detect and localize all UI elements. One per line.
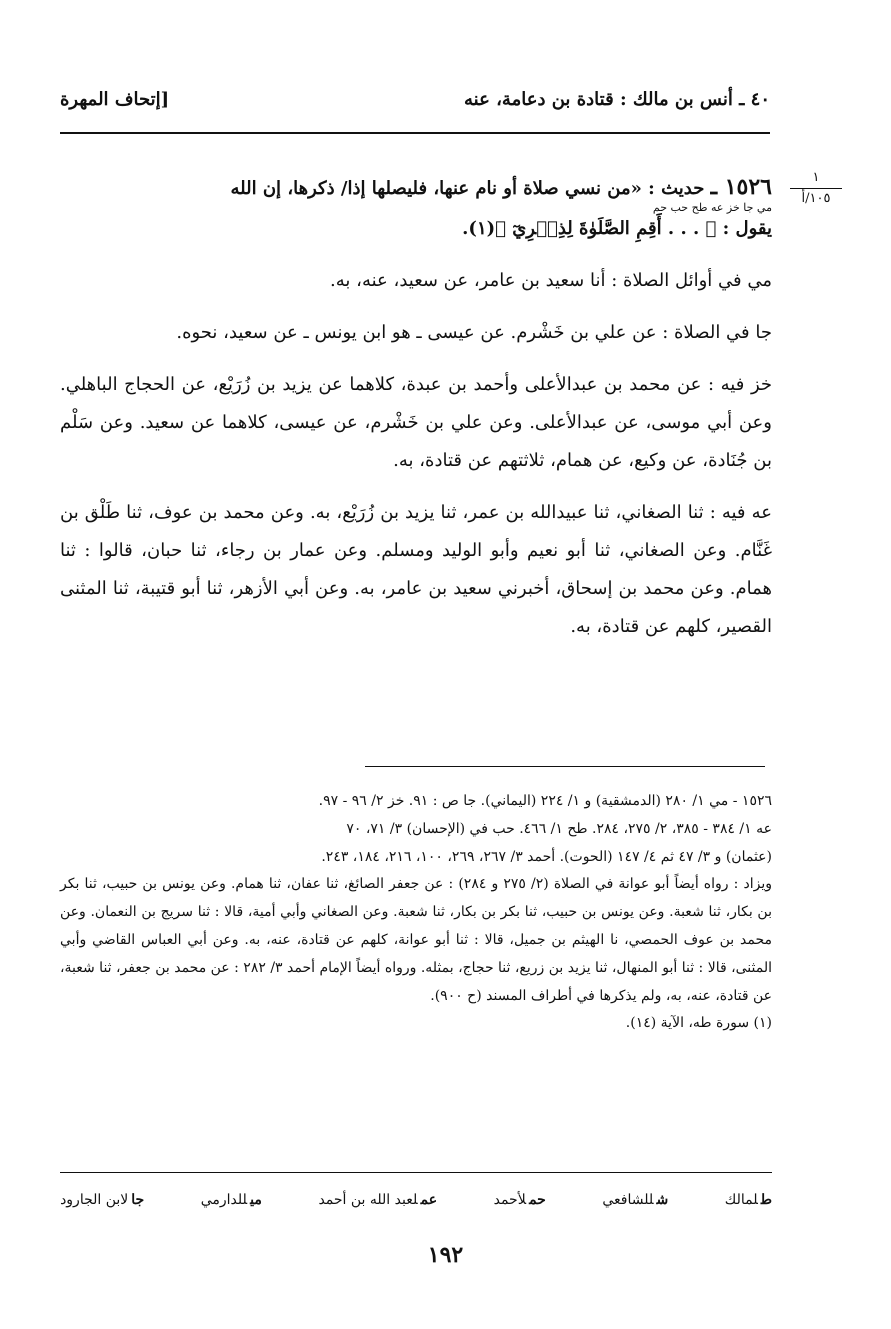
header-book-title: [إتحاف المهرة <box>60 88 170 110</box>
running-header <box>60 82 770 116</box>
hadith-entry <box>60 168 772 248</box>
header-chapter-title: ٤٠ ـ أنس بن مالك : قتادة بن دعامة، عنه <box>464 88 770 110</box>
margin-reference <box>790 170 842 207</box>
source-paragraph: عه فيه : ثنا الصغاني، ثنا عبيدالله بن عمر، ثنا يزيد بن زُرَيْع، به. وعن محمد بن عوف، ثنا طَلْق بن غَنَّام. وعن الصغاني، ثنا أبو نعيم وأبو الوليد ومسلم. وعن عمار بن رجاء، ثنا حبان، قالوا : ثنا همام. وعن محمد بن إسحاق، أخبرني سعيد بن عامر، به. وعن أبي الأزهر، ثنا أبو قتيبة، ثنا المثنى القصير، كلهم عن قتادة، به. <box>60 502 772 637</box>
footnote-line: (عثمان) و ٣/ ٤٧ ثم ٤/ ١٤٧ (الحوت). أحمد ٣/ ٢٦٧، ٢٦٩، ١٠٠، ٢١٦، ١٨٤، ٢٤٣. <box>321 848 772 865</box>
source-paragraph: مي في أوائل الصلاة : أنا سعيد بن عامر، عن سعيد، عنه، به. <box>330 270 772 291</box>
hadith-intro: حديث : «من نسي صلاة أو نام عنها، فليصلها إذا/ ذكرها، إن الله <box>230 178 705 199</box>
hadith-number: ١٥٢٦ ـ <box>710 174 772 200</box>
abbreviation-legend <box>60 1192 772 1208</box>
margin-ref-number: ١ <box>790 170 842 189</box>
footnote-line: عه ١/ ٣٨٤ - ٣٨٥، ٢/ ٢٧٥، ٢٨٤. طح ١/ ٤٦٦. حب في (الإحسان) ٣/ ٧١، ٧٠ <box>346 820 772 837</box>
margin-ref-folio: ١٠٥/أ <box>801 191 831 206</box>
legend-item: شللشافعي <box>602 1192 669 1208</box>
footnotes <box>60 788 772 1038</box>
hadith-end: يقول : ﴿ . . . أَقِمِ الصَّلَوٰةَ لِذِكۡرِيٓ ﴾(١). <box>462 218 772 239</box>
sigla-line: مي جا خز عه طح حب حم <box>652 201 772 214</box>
source-paragraph: جا في الصلاة : عن علي بن خَشْرم. عن عيسى ـ هو ابن يونس ـ عن سعيد، نحوه. <box>176 322 772 343</box>
source-paragraph: خز فيه : عن محمد بن عبدالأعلى وأحمد بن عبدة، كلاهما عن يزيد بن زُرَيْع، عن الحجاج الباهلي. وعن أبي موسى، عن عبدالأعلى. وعن علي بن خَشْرم، عن عيسى، كلاهما عن سعيد. وعن سَلْم بن جُنَادة، عن وكيع، عن همام، ثلاثتهم عن قتادة، به. <box>60 374 772 471</box>
legend-item: جالابن الجارود <box>60 1192 145 1208</box>
legend-item: طلمالك <box>724 1192 772 1208</box>
footnote-paragraph: ويزاد : رواه أيضاً أبو عوانة في الصلاة (٢/ ٢٧٥ و ٢٨٤) : عن جعفر الصائغ، ثنا عفان، ثنا همام. وعن يونس بن حبيب، ثنا بكر بن بكار، ثنا شعبة. وعن يونس بن حبيب، ثنا بكر بن بكار، ثنا شعبة. وعن الصغاني وأبي أمية، قالا : ثنا سريج بن النعمان. وعن محمد بن عوف الحمصي، نا الهيثم بن جميل، قالا : ثنا أبو عوانة، كلهم عن قتادة، عنه، به. وعن أبي العباس القاضي وأبي المثنى، قالا : ثنا أبو المنهال، ثنا يزيد بن زريع، ثنا حجاج، بمثله. ورواه أيضاً الإمام أحمد ٣/ ٢٨٢ : عن محمد بن جعفر، ثنا شعبة، عن قتادة، عنه، به، ولم يذكرها في أطراف المسند (ح ٩٠٠). <box>60 876 772 1004</box>
header-rule <box>60 132 770 134</box>
legend-rule <box>60 1172 772 1173</box>
footnote-quran-ref: (١) سورة طه، الآية (١٤). <box>625 1015 772 1032</box>
footnote-rule <box>365 766 765 767</box>
main-text <box>60 168 772 660</box>
legend-item: عملعبد الله بن أحمد <box>318 1192 438 1208</box>
legend-item: حملأحمد <box>493 1192 546 1208</box>
legend-item: ميللدارمي <box>200 1192 262 1208</box>
footnote-line: ١٥٢٦ - مي ١/ ٢٨٠ (الدمشقية) و ١/ ٢٢٤ (اليماني). جا ص : ٩١. خز ٢/ ٩٦ - ٩٧. <box>318 793 772 809</box>
page-number: ١٩٢ <box>427 1242 464 1268</box>
